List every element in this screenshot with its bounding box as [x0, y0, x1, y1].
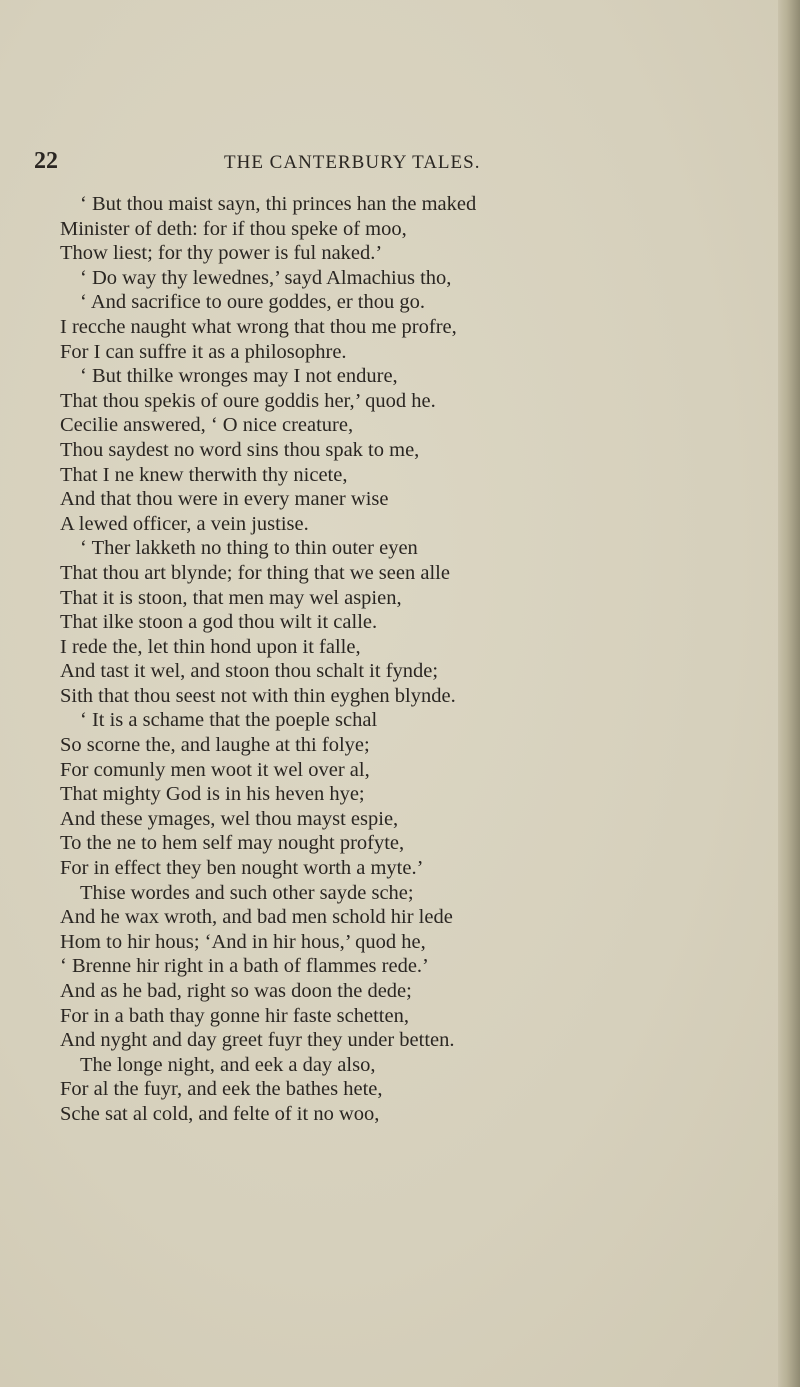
verse-line: ‘ It is a schame that the poeple schal — [80, 709, 378, 732]
verse-line: For comunly men woot it wel over al, — [60, 758, 370, 781]
verse-line: And these ymages, wel thou mayst espie, — [60, 807, 399, 830]
verse-line: And nyght and day greet fuyr they under betten. — [60, 1029, 455, 1052]
verse-line: And that thou were in every maner wise — [60, 488, 389, 511]
verse-line: Hom to hir hous; ‘And in hir hous,’ quod he, — [60, 930, 426, 953]
verse-line: Thow liest; for thy power is ful naked.’ — [60, 242, 383, 265]
running-title: THE CANTERBURY TALES. — [224, 152, 481, 173]
verse-line: That mighty God is in his heven hye; — [60, 783, 365, 806]
verse-line: That ilke stoon a god thou wilt it calle. — [60, 611, 378, 634]
verse-line: That it is stoon, that men may wel aspien, — [60, 586, 402, 609]
verse-line: Thise wordes and such other sayde sche; — [80, 881, 414, 904]
page-edge — [778, 0, 800, 1387]
verse-line: I recche naught what wrong that thou me profre, — [60, 315, 457, 338]
verse-line: ‘ Ther lakketh no thing to thin outer eyen — [80, 537, 418, 560]
poem-text — [60, 192, 760, 1127]
verse-line: That thou spekis of oure goddis her,’ quod he. — [60, 389, 436, 412]
verse-line: And he wax wroth, and bad men schold hir lede — [60, 906, 453, 929]
verse-line: The longe night, and eek a day also, — [80, 1053, 376, 1076]
verse-line: ‘ Brenne hir right in a bath of flammes rede.’ — [60, 955, 429, 978]
verse-line: For al the fuyr, and eek the bathes hete, — [60, 1078, 383, 1101]
verse-line: Sith that thou seest not with thin eyghen blynde. — [60, 684, 456, 707]
verse-line: Cecilie answered, ‘ O nice creature, — [60, 414, 354, 437]
verse-line: ‘ Do way thy lewednes,’ sayd Almachius tho, — [80, 266, 452, 289]
verse-line: So scorne the, and laughe at thi folye; — [60, 734, 370, 757]
verse-line: And tast it wel, and stoon thou schalt it fynde; — [60, 660, 439, 683]
verse-line: For in effect they ben nought worth a myte.’ — [60, 857, 424, 880]
verse-line: ‘ But thou maist sayn, thi princes han the maked — [80, 193, 477, 215]
verse-line: Sche sat al cold, and felte of it no woo, — [60, 1102, 380, 1125]
verse-line: I rede the, let thin hond upon it falle, — [60, 635, 361, 658]
page-number: 22 — [34, 148, 58, 174]
verse-line: That I ne knew therwith thy nicete, — [60, 463, 348, 486]
verse-line: For I can suffre it as a philosophre. — [60, 340, 347, 363]
verse-line: For in a bath thay gonne hir faste schetten, — [60, 1004, 409, 1027]
verse-line: Minister of deth: for if thou speke of moo, — [60, 217, 407, 240]
verse-line: To the ne to hem self may nought profyte, — [60, 832, 405, 855]
verse-line: A lewed officer, a vein justise. — [60, 512, 309, 535]
verse-line: ‘ But thilke wronges may I not endure, — [80, 365, 398, 388]
page-header — [34, 148, 714, 178]
verse-line: ‘ And sacrifice to oure goddes, er thou go. — [80, 291, 425, 314]
verse-line: Thou saydest no word sins thou spak to me, — [60, 438, 420, 461]
verse-line: That thou art blynde; for thing that we seen alle — [60, 561, 450, 584]
verse-line: And as he bad, right so was doon the dede; — [60, 980, 412, 1002]
